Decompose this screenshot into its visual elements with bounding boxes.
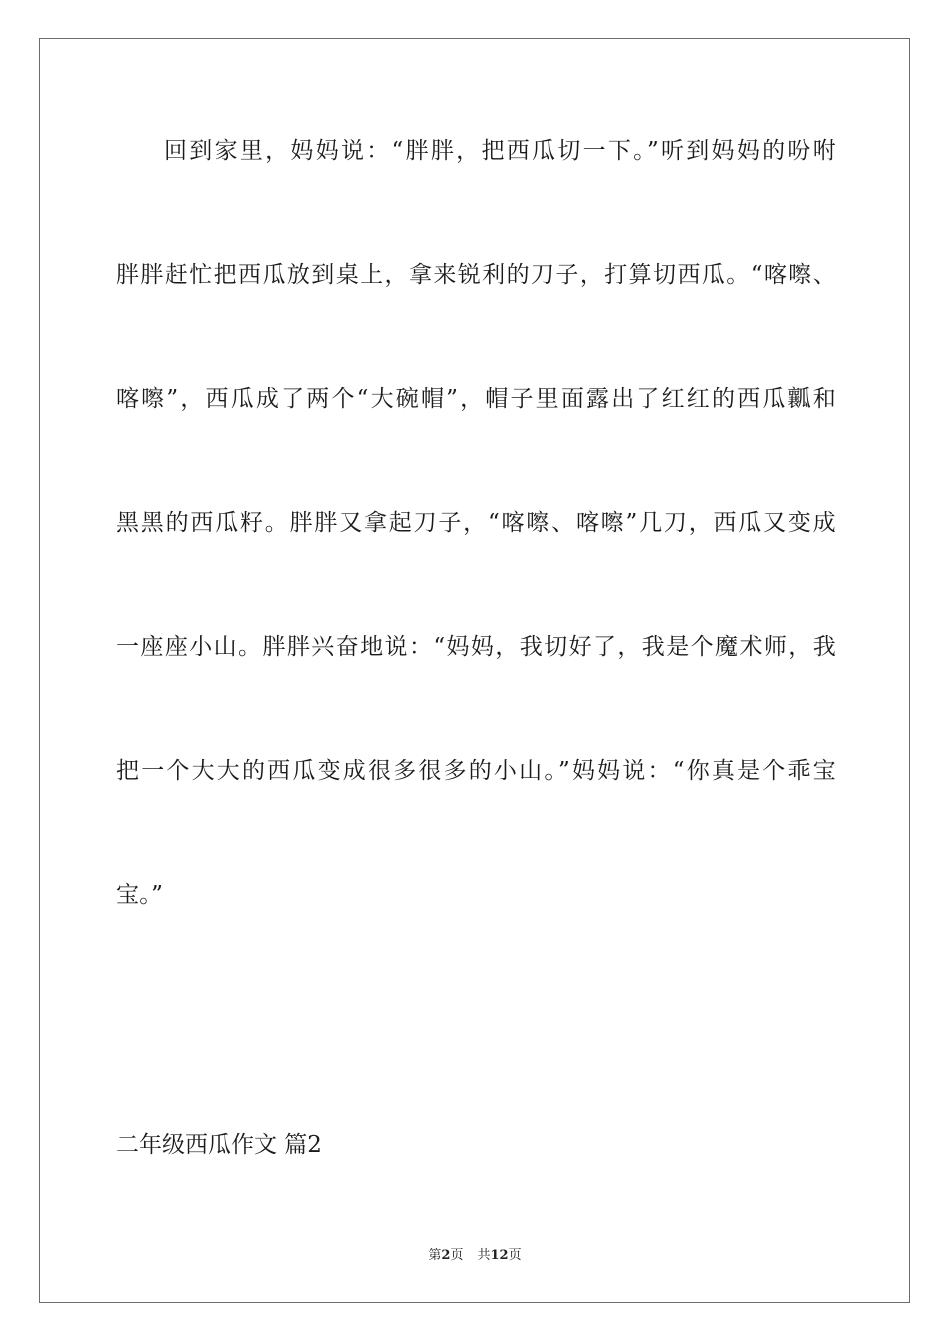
page-footer (0, 1248, 950, 1264)
footer-current-page: 2 (441, 1248, 451, 1263)
paragraph-line: 宝。” (116, 882, 164, 908)
footer-page-prefix: 第 (428, 1248, 442, 1263)
page-border (39, 38, 910, 1303)
footer-total-suffix: 页 (508, 1248, 522, 1263)
paragraph-line: 回到家里，妈妈说：“胖胖，把西瓜切一下。”听到妈妈的吩咐 (164, 138, 836, 164)
footer-page-suffix: 页 (450, 1248, 464, 1263)
paragraph-line: 一座座小山。胖胖兴奋地说：“妈妈，我切好了，我是个魔术师，我 (116, 634, 836, 660)
paragraph-line: 黑黑的西瓜籽。胖胖又拿起刀子，“喀嚓、喀嚓”几刀，西瓜又变成 (116, 510, 836, 536)
footer-total-prefix: 共 (477, 1248, 491, 1263)
paragraph-line: 喀嚓”，西瓜成了两个“大碗帽”，帽子里面露出了红红的西瓜瓤和 (116, 386, 836, 412)
section-heading: 二年级西瓜作文 篇2 (116, 1132, 322, 1158)
paragraph-line: 把一个大大的西瓜变成很多很多的小山。”妈妈说：“你真是个乖宝 (116, 758, 836, 784)
paragraph-line: 胖胖赶忙把西瓜放到桌上，拿来锐利的刀子，打算切西瓜。“喀嚓、 (116, 262, 836, 288)
footer-total-pages: 12 (490, 1248, 509, 1263)
